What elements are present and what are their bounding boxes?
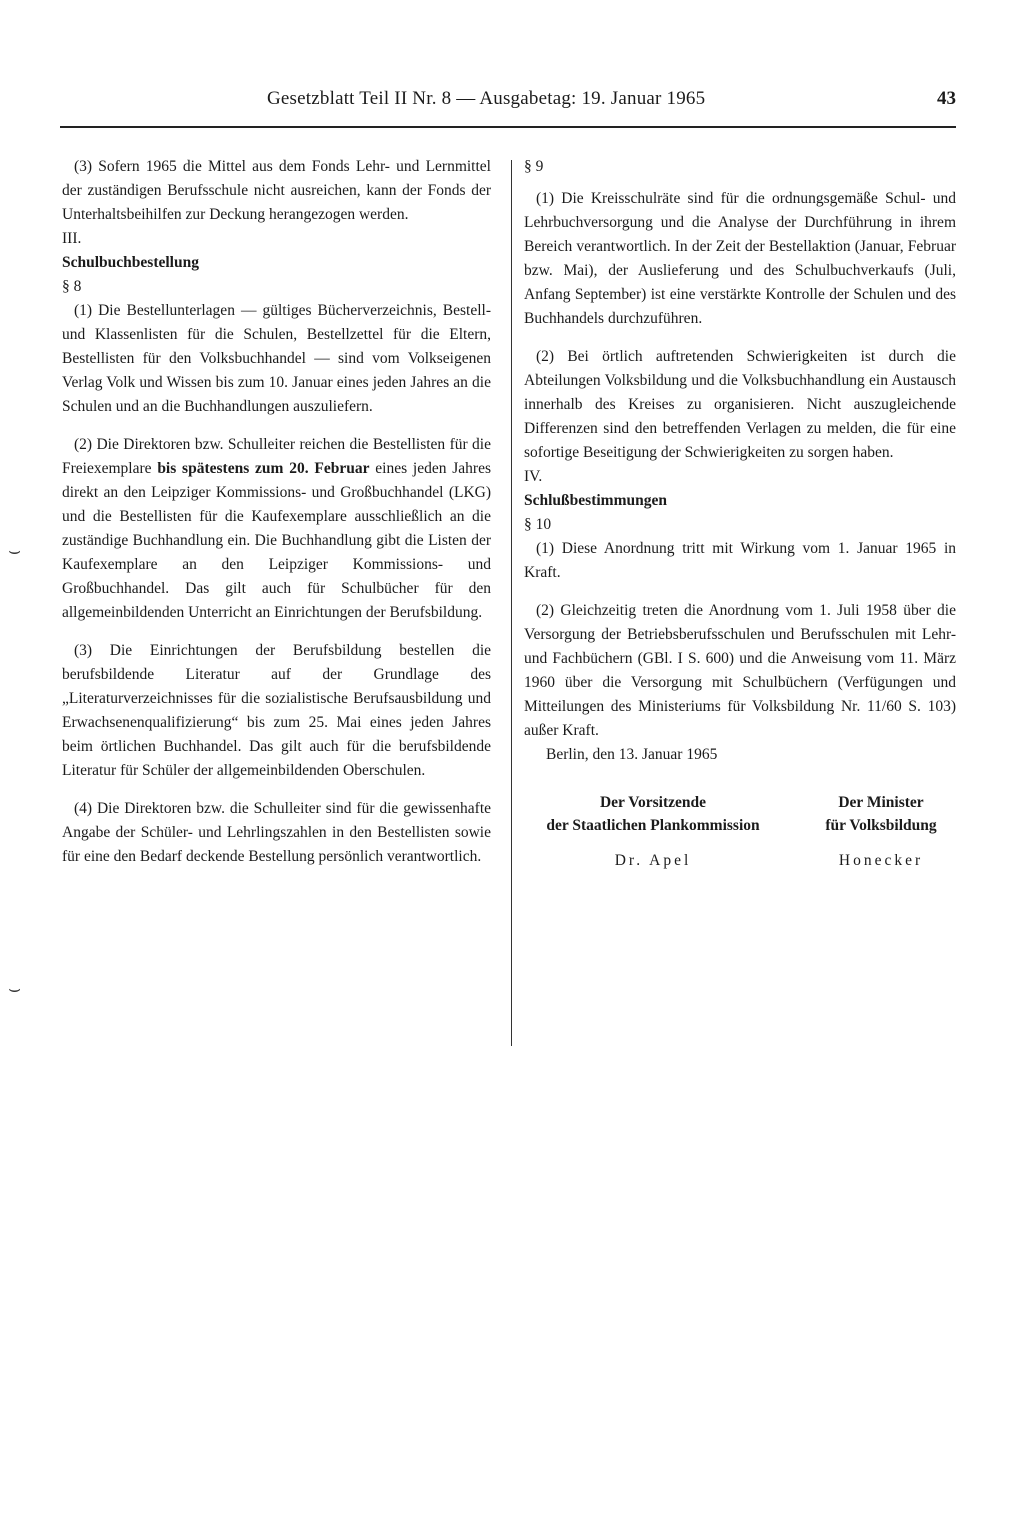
paragraph-7-3: (3) Sofern 1965 die Mittel aus dem Fonds Lehr- und Lernmittel der zuständigen Berufsschule nicht ausreichen, kann der Fonds der Unterhaltsbeihilfen zur Deckung herangezogen werden. — [62, 158, 491, 223]
signatory-2-title-line2: für Volksbildung — [825, 817, 937, 834]
header-rule — [60, 126, 956, 128]
header-title: Gesetzblatt Teil II Nr. 8 — Ausgabetag: 19. Januar 1965 — [267, 88, 706, 109]
signature-titles — [524, 791, 956, 837]
right-column — [524, 155, 956, 873]
paragraph-9-2: (2) Bei örtlich auftretenden Schwierigkeiten ist durch die Abteilungen Volksbildung und die Volksbuchhandlung ein Austausch innerhalb des Kreises zu organisieren. Nicht auszugleichende Differenzen sind den betreffenden Verlagen zu melden, die für eine sofortige Beseitigung der Schwierigkeiten zu sorgen haben. — [524, 348, 956, 461]
page-number: 43 — [937, 88, 956, 109]
paragraph-8-2 — [62, 433, 491, 625]
section-numeral-iv: IV. — [524, 468, 543, 485]
section-heading-schlussbestimmungen: Schlußbestimmungen — [524, 492, 667, 509]
paragraph-10-2: (2) Gleichzeitig treten die Anordnung vom 1. Juli 1958 über die Versorgung der Betriebsberufsschulen und Berufsschulen mit Lehr- und Fachbüchern (GBl. I S. 600) und die Anweisung vom 11. März 1960 über die Versorgung mit Schulbüchern (Verfügungen und Mitteilungen des Ministeriums für Volksbildung Nr. 11/60 S. 103) außer Kraft. — [524, 602, 956, 739]
signature-names — [524, 849, 956, 873]
paragraph-sign-8: § 8 — [62, 278, 82, 295]
place-and-date: Berlin, den 13. Januar 1965 — [546, 746, 718, 763]
signatory-2-name: Honecker — [838, 852, 924, 869]
signatory-1-title-line2: der Staatlichen Plankommission — [546, 817, 760, 834]
margin-mark: ⌣ — [8, 978, 22, 1000]
signatory-2-title — [806, 791, 956, 837]
deadline-emphasis: bis spätestens zum 20. Februar — [157, 460, 370, 477]
margin-mark: ⌣ — [8, 540, 22, 562]
paragraph-8-1: (1) Die Bestellunterlagen — gültiges Bücherverzeichnis, Bestell- und Klassenlisten für die Schulen, Bestellzettel für die Eltern, Bestellisten für den Volksbuchhandel — sind vom Volkseigenen Verlag Volk und Wissen bis zum 10. Januar eines jeden Jahres an die Schulen und an die Buchhandlungen auszuliefern. — [62, 302, 491, 415]
paragraph-9-1: (1) Die Kreisschulräte sind für die ordnungsgemäße Schul- und Lehrbuchversorgung und die Analyse der Durchführung in ihrem Bereich verantwortlich. In der Zeit der Bestellaktion (Januar, Februar bzw. Mai), der Auslieferung und des Schulbuchverkaufs (Juli, Anfang September) ist eine verstärkte Kontrolle der Schulen und des Buchhandels durchzuführen. — [524, 190, 956, 327]
signatory-1-name: Dr. Apel — [614, 852, 692, 869]
signatory-1-title — [524, 791, 782, 837]
paragraph-sign-9: § 9 — [524, 158, 544, 175]
paragraph-10-1: (1) Diese Anordnung tritt mit Wirkung vom 1. Januar 1965 in Kraft. — [524, 540, 956, 581]
section-numeral-iii: III. — [62, 230, 82, 247]
paragraph-8-3: (3) Die Einrichtungen der Berufsbildung bestellen die berufsbildende Literatur auf der Grundlage des „Literaturverzeichnisses für die sozialistische Berufsausbildung und Erwachsenenqualifizierung“ bis zum 25. Mai eines jeden Jahres beim örtlichen Buchhandel. Das gilt auch für die berufsbildende Literatur für Schüler der allgemeinbildenden Oberschulen. — [62, 642, 491, 779]
paragraph-8-4: (4) Die Direktoren bzw. die Schulleiter sind für die gewissenhafte Angabe der Schüler- und Lehrlingszahlen in den Bestellisten sowie für eine den Bedarf deckende Bestellung persönlich verantwortlich. — [62, 800, 491, 865]
page-header — [60, 88, 956, 118]
paragraph-8-2-start: (2) Die Direktoren bzw. Schulleiter reichen die Bestellisten für die Freiexemplare — [62, 436, 491, 477]
column-divider — [511, 160, 512, 1046]
left-column — [62, 155, 491, 869]
signatory-1-title-line1: Der Vorsitzende — [599, 794, 707, 811]
signatory-2-title-line1: Der Minister — [838, 794, 924, 811]
section-heading-schulbuchbestellung: Schulbuchbestellung — [62, 254, 199, 271]
paragraph-8-2-end: eines jeden Jahres direkt an den Leipziger Kommissions- und Großbuchhandel (LKG) und die Bestellisten für die Kaufexemplare ausschließlich an die zuständige Buchhandlung ein. Die Buchhandlung gibt die Listen der Kaufexemplare an den Leipziger Kommissions- und Großbuchhandel. Das gilt auch für Schulbücher für den allgemeinbildenden Unterricht an Einrichtungen der Berufsbildung. — [62, 460, 491, 621]
paragraph-sign-10: § 10 — [524, 516, 552, 533]
